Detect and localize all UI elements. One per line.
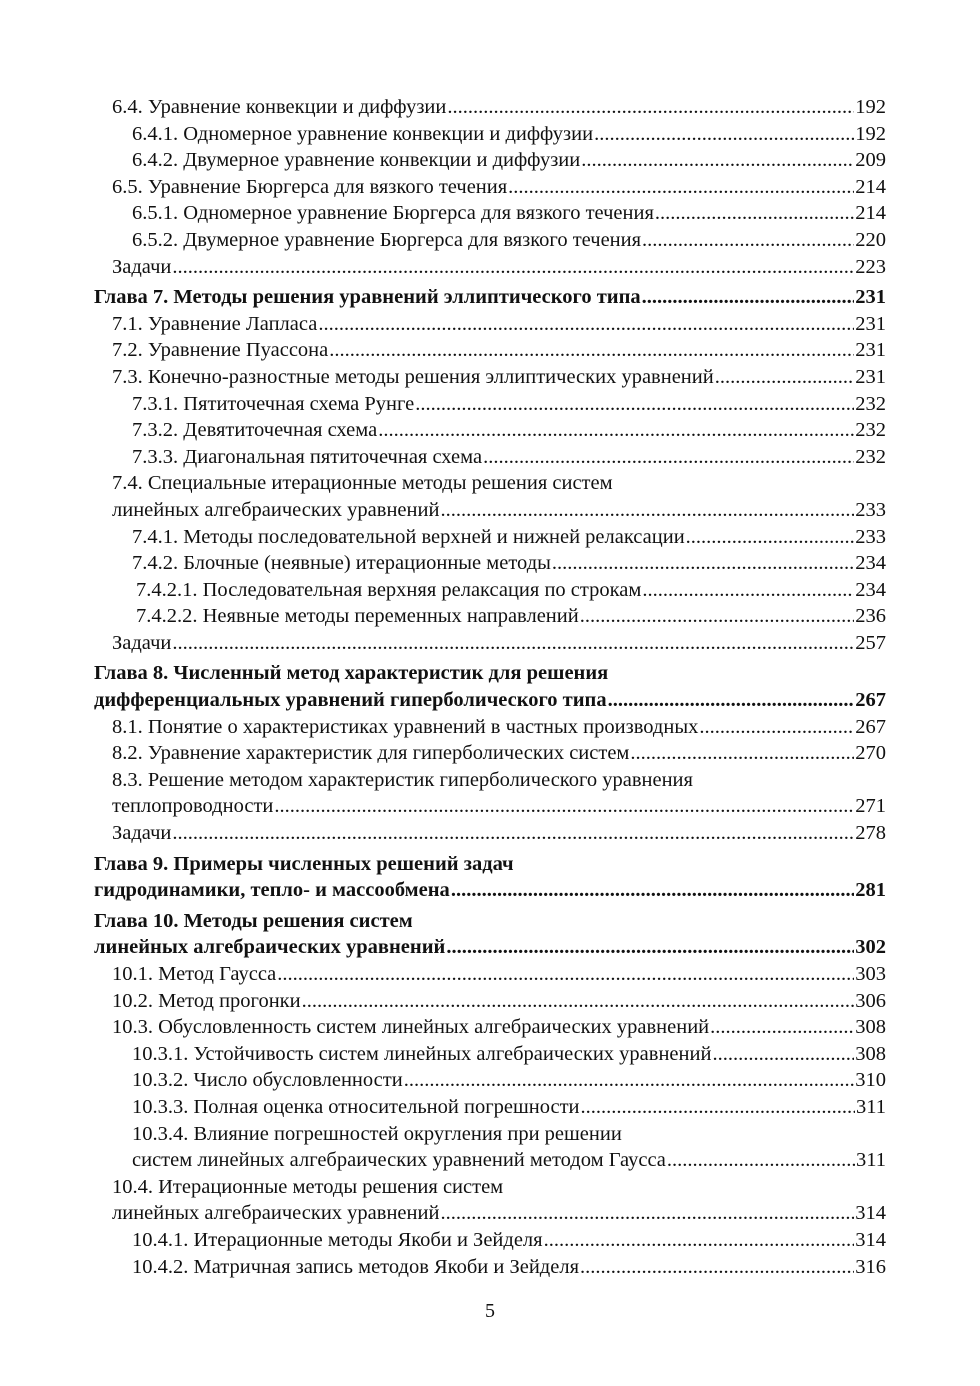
toc-entry-page: 267 xyxy=(855,715,886,738)
toc-entry xyxy=(94,1094,886,1121)
toc-entry-title: 10.3. Обусловленность систем линейных алгебраических уравнений xyxy=(112,1016,710,1039)
toc-entry-page: 270 xyxy=(855,742,886,765)
toc-entry-title: систем линейных алгебраических уравнений методом Гаусса xyxy=(132,1149,666,1172)
dot-leader xyxy=(642,577,854,604)
toc-entry-title-line1: 8.3. Решение методом характеристик гиперболического уравнения xyxy=(112,768,693,791)
toc-entry-page: 234 xyxy=(855,578,886,601)
dot-leader xyxy=(552,550,854,577)
toc-entry-page: 306 xyxy=(855,989,886,1012)
toc-entry-title: 7.3.1. Пятиточечная схема Рунге xyxy=(132,392,415,415)
toc-entry-title: 7.3.3. Диагональная пятиточечная схема xyxy=(132,445,483,468)
toc-entry-line xyxy=(112,793,886,820)
toc-entry-title: 6.4.2. Двумерное уравнение конвекции и диффузии xyxy=(132,149,581,172)
toc-entry xyxy=(94,174,886,201)
toc-entry-page: 302 xyxy=(855,936,886,959)
toc-chapter-entry xyxy=(94,284,886,311)
toc-entry-title: 7.4.2.2. Неявные методы переменных направлений xyxy=(136,605,579,628)
toc-entry-page: 310 xyxy=(855,1069,886,1092)
dot-leader xyxy=(446,934,854,961)
toc-entry-line xyxy=(94,934,886,961)
toc-entry-title: 7.4.2.1. Последовательная верхняя релаксация по строкам xyxy=(136,578,642,601)
toc-entry-title: линейных алгебраических уравнений xyxy=(112,1202,440,1225)
toc-entry-line xyxy=(112,1200,886,1227)
toc-entry-title: Глава 7. Методы решения уравнений эллиптического типа xyxy=(94,286,641,309)
toc-entry-title: теплопроводности xyxy=(112,795,274,818)
dot-leader xyxy=(667,1147,855,1174)
toc-entry-page: 231 xyxy=(855,339,886,362)
toc-entry-page: 232 xyxy=(855,445,886,468)
toc-entry-line xyxy=(132,200,886,227)
toc-entry-line xyxy=(132,1227,886,1254)
toc-entry xyxy=(94,630,886,657)
dot-leader xyxy=(415,391,854,418)
toc-entry xyxy=(94,227,886,254)
toc-entry-line xyxy=(112,988,886,1015)
toc-entry-line xyxy=(94,687,886,714)
toc-entry-line xyxy=(94,284,886,311)
dot-leader xyxy=(715,364,855,391)
toc-entry xyxy=(94,337,886,364)
toc-entry xyxy=(94,1174,886,1227)
toc-entry xyxy=(94,767,886,820)
toc-entry-title: 10.4.2. Матричная запись методов Якоби и Зейделя xyxy=(132,1255,579,1278)
dot-leader xyxy=(172,254,854,281)
toc-entry-page: 316 xyxy=(855,1255,886,1278)
toc-entry-page: 236 xyxy=(855,605,886,628)
toc-entry-line xyxy=(112,497,886,524)
toc-entry xyxy=(94,470,886,523)
toc-entry-page: 233 xyxy=(855,525,886,548)
toc-entry-title: 7.4.2. Блочные (неявные) итерационные методы xyxy=(132,552,551,575)
toc-entry-line xyxy=(112,311,886,338)
dot-leader xyxy=(483,444,854,471)
toc-entry-page: 281 xyxy=(855,879,886,902)
toc-entry-title: Задачи xyxy=(112,255,172,278)
toc-entry xyxy=(94,311,886,338)
toc-entry xyxy=(94,714,886,741)
toc-entry-page: 192 xyxy=(855,122,886,145)
toc-entry xyxy=(94,1067,886,1094)
toc-entry xyxy=(94,603,886,630)
toc-entry-page: 267 xyxy=(855,689,886,712)
toc-entry xyxy=(94,961,886,988)
toc-entry-page: 192 xyxy=(855,96,886,118)
toc-entry-title: гидродинамики, тепло- и массообмена xyxy=(94,879,450,902)
dot-leader xyxy=(440,497,854,524)
toc-entry-title-line1: Глава 10. Методы решения систем xyxy=(94,909,413,932)
toc-entry xyxy=(94,740,886,767)
toc-entry-title-line1: Глава 8. Численный метод характеристик для решения xyxy=(94,662,609,685)
dot-leader xyxy=(318,311,854,338)
toc-entry-page: 220 xyxy=(855,228,886,251)
toc-entry xyxy=(94,1227,886,1254)
toc-entry-page: 214 xyxy=(855,202,886,225)
toc-entry-title: 10.1. Метод Гаусса xyxy=(112,963,277,985)
dot-leader xyxy=(642,284,855,311)
toc-entry-title: 10.2. Метод прогонки xyxy=(112,989,301,1012)
toc-entry-title: Задачи xyxy=(112,631,172,654)
dot-leader xyxy=(508,174,854,201)
toc-entry-line xyxy=(132,1094,886,1121)
dot-leader xyxy=(329,337,854,364)
toc-chapter-entry xyxy=(94,908,886,961)
toc-entry-page: 308 xyxy=(855,1042,886,1065)
dot-leader xyxy=(712,1041,854,1068)
toc-chapter-entry xyxy=(94,660,886,713)
toc-entry-line xyxy=(132,417,886,444)
toc-entry-line xyxy=(132,524,886,551)
toc-entry-line xyxy=(136,603,886,630)
dot-leader xyxy=(581,1094,855,1121)
toc-entry xyxy=(94,364,886,391)
toc-entry-line xyxy=(132,550,886,577)
toc-entry-title: 10.3.3. Полная оценка относительной погрешности xyxy=(132,1095,580,1118)
toc-entry-line xyxy=(112,337,886,364)
toc-entry-title-line1: Глава 9. Примеры численных решений задач xyxy=(94,852,514,875)
toc-entry-page: 223 xyxy=(855,255,886,278)
toc-entry-page: 232 xyxy=(855,392,886,415)
dot-leader xyxy=(642,227,854,254)
dot-leader xyxy=(581,147,854,174)
toc-entry-line xyxy=(112,820,886,847)
toc-entry-title: 8.2. Уравнение характеристик для гиперболических систем xyxy=(112,742,630,765)
dot-leader xyxy=(594,121,854,148)
toc-entry xyxy=(94,577,886,604)
toc-entry-page: 311 xyxy=(856,1095,886,1118)
toc-entry-title: дифференциальных уравнений гиперболического типа xyxy=(94,689,607,712)
toc-entry-page: 314 xyxy=(855,1202,886,1225)
toc-entry-page: 233 xyxy=(855,498,886,521)
toc-entry-title: 7.2. Уравнение Пуассона xyxy=(112,339,329,362)
toc-entry-line xyxy=(112,714,886,741)
toc-entry-page: 271 xyxy=(855,795,886,818)
dot-leader xyxy=(274,793,854,820)
toc-entry-title: 7.3. Конечно-разностные методы решения эллиптических уравнений xyxy=(112,365,714,388)
toc-entry xyxy=(94,1014,886,1041)
dot-leader xyxy=(440,1200,854,1227)
toc-entry-title: 10.3.2. Число обусловленности xyxy=(132,1069,403,1092)
dot-leader xyxy=(580,603,855,630)
toc-entry-title: 7.4.1. Методы последовательной верхней и нижней релаксации xyxy=(132,525,685,548)
toc-entry-title: Задачи xyxy=(112,822,172,845)
toc-entry-page: 314 xyxy=(855,1228,886,1251)
dot-leader xyxy=(580,1254,854,1281)
toc-entry-title: 6.4.1. Одномерное уравнение конвекции и диффузии xyxy=(132,122,594,145)
toc-entry-page: 311 xyxy=(856,1149,886,1172)
toc-entry-title: 6.5.1. Одномерное уравнение Бюргерса для вязкого течения xyxy=(132,202,654,225)
dot-leader xyxy=(172,630,854,657)
dot-leader xyxy=(302,988,855,1015)
toc-entry xyxy=(94,1254,886,1281)
toc-entry-page: 278 xyxy=(855,822,886,845)
toc-entry xyxy=(94,524,886,551)
dot-leader xyxy=(630,740,854,767)
toc-entry-title-line1: 10.3.4. Влияние погрешностей округления при решении xyxy=(132,1122,622,1145)
toc-entry-line xyxy=(132,121,886,148)
toc-entry-line xyxy=(112,961,886,988)
dot-leader xyxy=(655,200,854,227)
toc-entry-title: 10.3.1. Устойчивость систем линейных алгебраических уравнений xyxy=(132,1042,712,1065)
toc-chapter-entry xyxy=(94,851,886,904)
toc-entry-title: 8.1. Понятие о характеристиках уравнений в частных производных xyxy=(112,715,699,738)
table-of-contents xyxy=(94,94,886,1280)
toc-entry xyxy=(94,550,886,577)
toc-entry xyxy=(94,988,886,1015)
toc-entry-title: 7.3.2. Девятиточечная схема xyxy=(132,419,378,442)
toc-entry-title: 10.4.1. Итерационные методы Якоби и Зейделя xyxy=(132,1228,543,1251)
dot-leader xyxy=(277,961,854,988)
toc-entry-title: 6.5. Уравнение Бюргерса для вязкого течения xyxy=(112,175,508,198)
dot-leader xyxy=(686,524,855,551)
toc-entry-page: 234 xyxy=(855,552,886,575)
toc-entry-line xyxy=(112,1014,886,1041)
toc-entry xyxy=(94,391,886,418)
toc-entry-line xyxy=(112,740,886,767)
toc-entry xyxy=(94,820,886,847)
toc-entry xyxy=(94,121,886,148)
toc-entry-page: 257 xyxy=(855,631,886,654)
toc-entry-page: 303 xyxy=(855,963,886,985)
dot-leader xyxy=(544,1227,855,1254)
toc-entry xyxy=(94,147,886,174)
page-number: 5 xyxy=(485,1300,495,1322)
toc-entry-title: 7.1. Уравнение Лапласа xyxy=(112,312,318,335)
toc-entry xyxy=(94,200,886,227)
toc-entry-line xyxy=(112,94,886,121)
toc-entry-line xyxy=(112,254,886,281)
dot-leader xyxy=(378,417,854,444)
dot-leader xyxy=(608,687,855,714)
dot-leader xyxy=(404,1067,855,1094)
toc-entry-page: 231 xyxy=(855,312,886,335)
toc-entry-title: линейных алгебраических уравнений xyxy=(112,498,440,521)
toc-entry xyxy=(94,444,886,471)
dot-leader xyxy=(447,94,854,121)
toc-entry-line xyxy=(132,1254,886,1281)
toc-entry-page: 209 xyxy=(855,149,886,172)
dot-leader xyxy=(710,1014,854,1041)
toc-entry xyxy=(94,94,886,121)
toc-entry-line xyxy=(112,174,886,201)
toc-entry-title-line1: 7.4. Специальные итерационные методы решения систем xyxy=(112,472,613,495)
toc-entry-line xyxy=(132,444,886,471)
toc-entry-title: 6.5.2. Двумерное уравнение Бюргерса для вязкого течения xyxy=(132,228,642,251)
toc-entry xyxy=(94,254,886,281)
toc-entry-line xyxy=(112,630,886,657)
dot-leader xyxy=(451,877,854,904)
toc-entry-page: 214 xyxy=(855,175,886,198)
toc-entry-line xyxy=(132,391,886,418)
toc-entry xyxy=(94,417,886,444)
toc-entry-line xyxy=(94,877,886,904)
dot-leader xyxy=(699,714,854,741)
toc-entry-line xyxy=(132,1041,886,1068)
dot-leader xyxy=(172,820,854,847)
toc-entry-line xyxy=(132,147,886,174)
toc-entry-line xyxy=(132,1147,886,1174)
toc-entry-line xyxy=(132,227,886,254)
toc-entry xyxy=(94,1121,886,1174)
toc-entry-title: линейных алгебраических уравнений xyxy=(94,936,446,959)
toc-entry xyxy=(94,1041,886,1068)
toc-entry-page: 308 xyxy=(855,1016,886,1039)
toc-entry-line xyxy=(132,1067,886,1094)
toc-entry-page: 232 xyxy=(855,419,886,442)
toc-entry-title: 6.4. Уравнение конвекции и диффузии xyxy=(112,96,447,118)
toc-entry-line xyxy=(136,577,886,604)
toc-entry-title-line1: 10.4. Итерационные методы решения систем xyxy=(112,1175,504,1198)
toc-entry-page: 231 xyxy=(855,286,886,309)
toc-entry-page: 231 xyxy=(855,365,886,388)
toc-entry-line xyxy=(112,364,886,391)
